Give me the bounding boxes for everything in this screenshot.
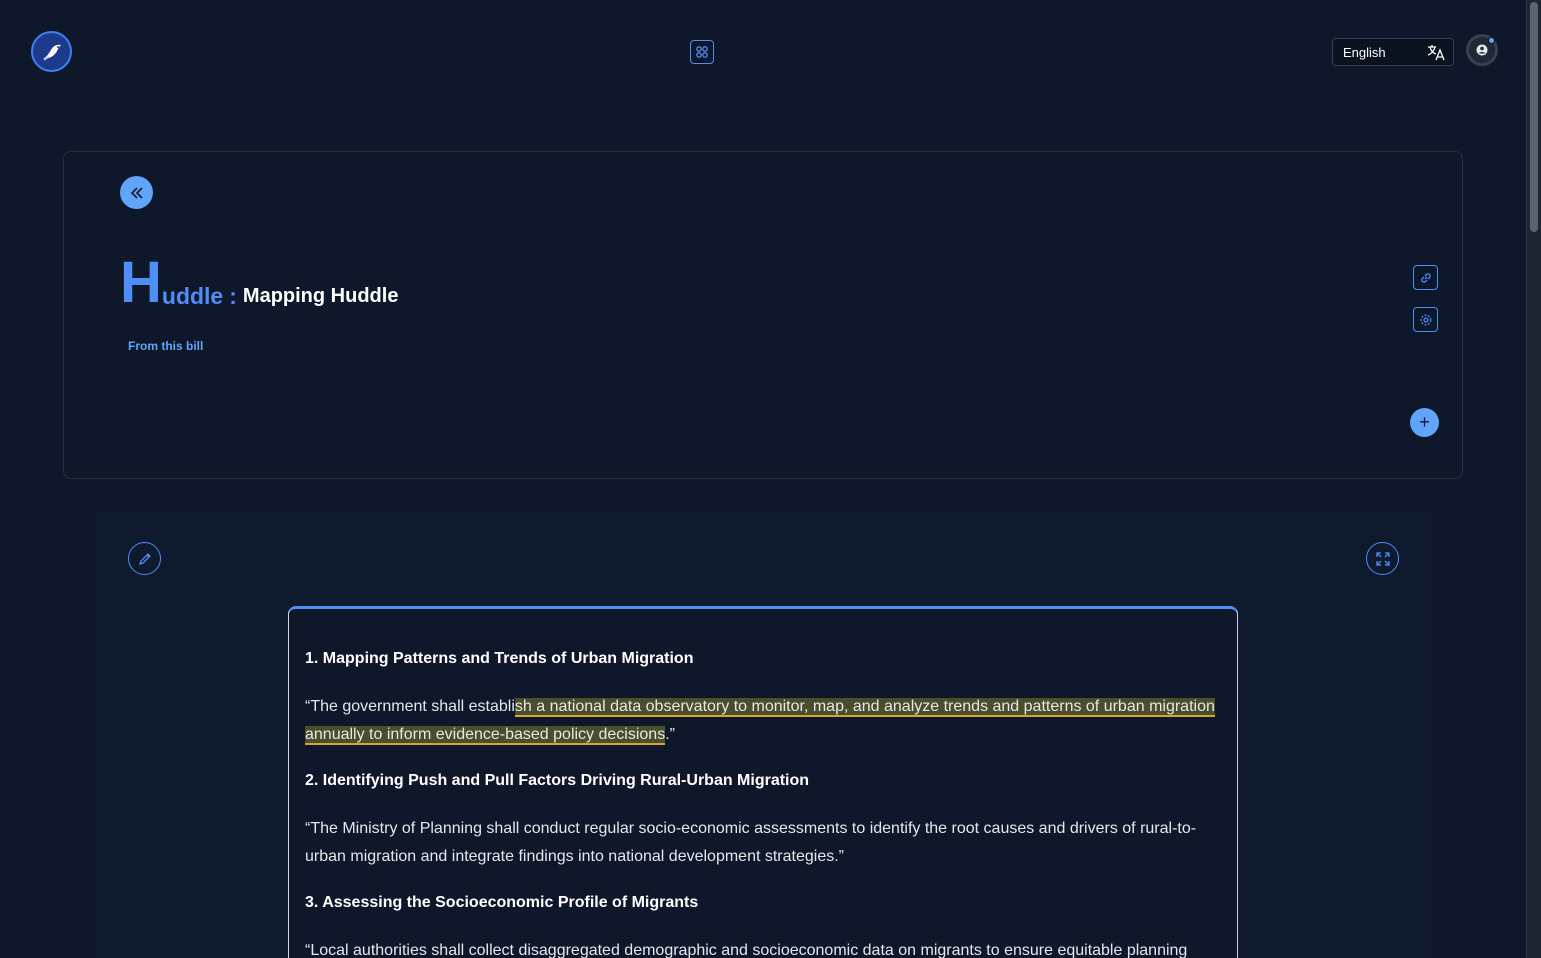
link-icon (1419, 271, 1433, 285)
section-heading: 2. Identifying Push and Pull Factors Driving Rural-Urban Migration (305, 772, 810, 789)
user-icon (1476, 44, 1488, 56)
section-text: “Local authorities shall collect disaggregated demographic and socioeconomic data on migrants to ensure equitable planning (305, 942, 1188, 958)
bill-document[interactable] (288, 606, 1238, 958)
section-heading: 1. Mapping Patterns and Trends of Urban Migration (305, 650, 694, 667)
scrollbar-thumb[interactable] (1530, 2, 1538, 232)
title-separator: : (229, 283, 237, 309)
expand-icon (1375, 551, 1391, 567)
pencil-icon (137, 551, 153, 567)
section-text-part: “The government shall establi (305, 698, 515, 715)
add-button[interactable]: + (1410, 408, 1439, 437)
title-rest: uddle (161, 283, 224, 309)
apps-button[interactable] (690, 40, 714, 64)
grid-icon (695, 45, 709, 59)
edit-button[interactable] (128, 542, 161, 575)
page-title (120, 250, 399, 315)
copy-link-button[interactable] (1413, 265, 1438, 290)
gear-icon (1419, 313, 1433, 327)
notification-dot (1488, 37, 1495, 44)
scrollbar[interactable] (1526, 0, 1541, 958)
double-chevron-left-icon (129, 185, 145, 201)
source-link[interactable]: From this bill (128, 339, 204, 353)
section-text: “The Ministry of Planning shall conduct regular socio-economic assessments to identify the root causes and drivers of rural-to-urban migration and integrate findings into national development strategies.” (305, 820, 1197, 865)
huddle-name: Mapping Huddle (242, 285, 399, 307)
section-text-part: .” (665, 726, 675, 743)
user-avatar[interactable] (1466, 34, 1498, 66)
section-text (305, 693, 1221, 749)
app-logo[interactable] (31, 31, 72, 72)
translate-icon (1427, 43, 1445, 61)
language-label: English (1343, 44, 1386, 60)
expand-button[interactable] (1366, 542, 1399, 575)
highlighted-text[interactable]: sh a national data observatory to monitor, map, and analyze trends and patterns of urban migration annually to inform evidence-based policy decisions (305, 698, 1215, 743)
section-heading: 3. Assessing the Socioeconomic Profile of Migrants (305, 894, 699, 911)
back-button[interactable] (120, 176, 153, 209)
huddle-header-card (63, 151, 1463, 479)
settings-button[interactable] (1413, 307, 1438, 332)
document-panel (96, 510, 1430, 958)
title-initial: H (120, 250, 162, 315)
language-select[interactable] (1332, 38, 1454, 66)
bird-logo-icon (39, 39, 65, 65)
